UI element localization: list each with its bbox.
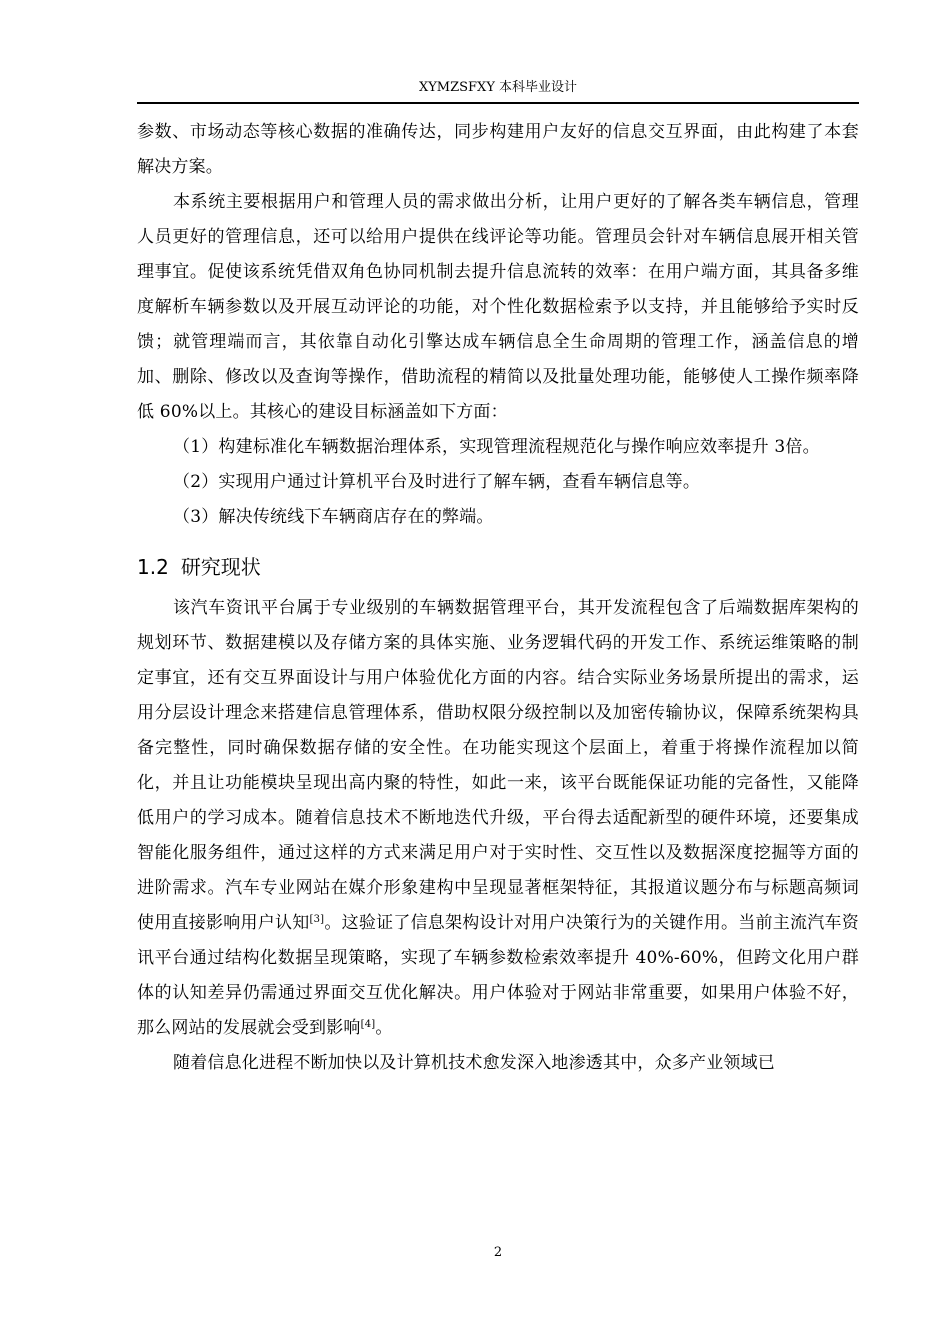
paragraph-research-status <box>137 591 859 1046</box>
section-number: 1.2 <box>137 555 169 579</box>
research-text-part1: 该汽车资讯平台属于专业级别的车辆数据管理平台，其开发流程包含了后端数据库架构的规划环节、数据建模以及存储方案的具体实施、业务逻辑代码的开发工作、系统运维策略的制定事宜，还有交互界面设计与用户体验优化方面的内容。结合实际业务场景所提出的需求，运用分层设计理念来搭建信息管理体系，借助权限分级控制以及加密传输协议，保障系统架构具备完整性，同时确保数据存储的安全性。在功能实现这个层面上，着重于将操作流程加以简化，并且让功能模块呈现出高内聚的特性，如此一来，该平台既能保证功能的完备性，又能降低用户的学习成本。随着信息技术不断地迭代升级，平台得去适配新型的硬件环境，还要集成智能化服务组件，通过这样的方式来满足用户对于实时性、交互性以及数据深度挖掘等方面的进阶需求。汽车专业网站在媒介形象建构中呈现显著框架特征，其报道议题分布与标题高频词使用直接影响用户认知 <box>137 598 859 933</box>
page-number: 2 <box>493 1245 503 1260</box>
section-title: 研究现状 <box>180 555 261 579</box>
header-rule <box>137 102 859 104</box>
paragraph-system-overview: 本系统主要根据用户和管理人员的需求做出分析，让用户更好的了解各类车辆信息，管理人员更好的管理信息，还可以给用户提供在线评论等功能。管理员会针对车辆信息展开相关管理事宜。促使该系统凭借双角色协同机制去提升信息流转的效率：在用户端方面，其具备多维度解析车辆参数以及开展互动评论的功能，对个性化数据检索予以支持，并且能够给予实时反馈；就管理端而言，其依靠自动化引擎达成车辆信息全生命周期的管理工作，涵盖信息的增加、删除、修改以及查询等操作，借助流程的精简以及批量处理功能，能够使人工操作频率降低 60%以上。其核心的建设目标涵盖如下方面： <box>137 192 859 422</box>
citation-ref-4: [4] <box>360 1019 376 1030</box>
list-item-goal-2: （2）实现用户通过计算机平台及时进行了解车辆，查看车辆信息等。 <box>173 472 701 492</box>
list-item-goal-1: （1）构建标准化车辆数据治理体系，实现管理流程规范化与操作响应效率提升 3倍。 <box>173 437 820 457</box>
document-body <box>137 115 859 1081</box>
section-heading <box>137 545 859 589</box>
header-title: XYMZSFXY 本科毕业设计 <box>418 80 578 95</box>
page-header <box>137 78 859 98</box>
citation-ref-3: [3] <box>309 914 325 925</box>
list-item-goal-3: （3）解决传统线下车辆商店存在的弊端。 <box>173 507 494 527</box>
paragraph-continuation: 参数、市场动态等核心数据的准确传达，同步构建用户友好的信息交互界面，由此构建了本套解决方案。 <box>137 122 859 177</box>
paragraph-informatization: 随着信息化进程不断加快以及计算机技术愈发深入地渗透其中，众多产业领域已 <box>173 1053 775 1073</box>
research-text-part3: 。 <box>375 1018 393 1038</box>
research-text-part2: 。这验证了信息架构设计对用户决策行为的关键作用。当前主流汽车资讯平台通过结构化数据呈现策略，实现了车辆参数检索效率提升 40%-60%，但跨文化用户群体的认知差异仍需通过界面交互优化解决。用户体验对于网站非常重要，如果用户体验不好，那么网站的发展就会受到影响 <box>137 913 860 1038</box>
